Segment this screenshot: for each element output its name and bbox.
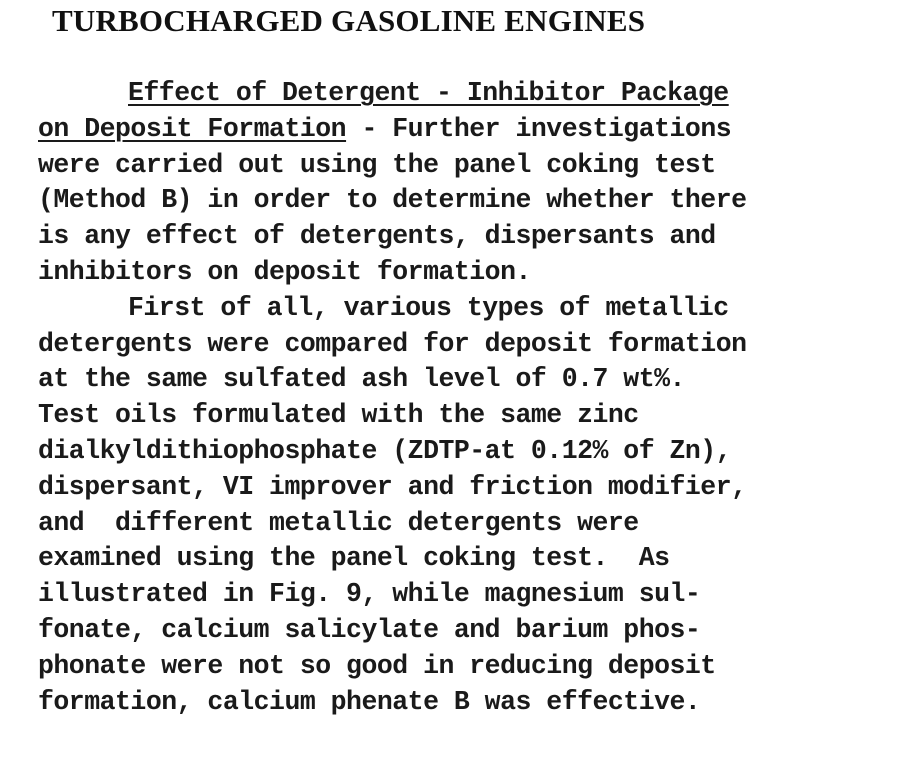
paragraph2-line-6: dispersant, VI improver and friction modifier, <box>38 471 747 502</box>
paragraph1-line-1 <box>38 76 878 112</box>
paragraph1-line-2 <box>38 112 878 148</box>
paragraph2-line-10: fonate, calcium salicylate and barium phos- <box>38 614 701 645</box>
paragraph2-line-2: detergents were compared for deposit formation <box>38 328 747 359</box>
section-heading: TURBOCHARGED GASOLINE ENGINES <box>52 3 646 38</box>
paragraph1-line-5: is any effect of detergents, dispersants and <box>38 221 716 252</box>
paragraph2-line-3: at the same sulfated ash level of 0.7 wt%. <box>38 364 685 395</box>
paragraph2-line-11: phonate were not so good in reducing deposit <box>38 650 716 681</box>
paragraph2-line-8: examined using the panel coking test. As <box>38 543 670 574</box>
paragraph2-line-9: illustrated in Fig. 9, while magnesium sul- <box>38 579 701 610</box>
paragraph1-line-3: were carried out using the panel coking test <box>38 149 716 180</box>
paragraph2-line-1: First of all, various types of metallic <box>128 292 729 323</box>
subsection-title-part-1: Effect of Detergent - Inhibitor Package <box>128 78 729 108</box>
body-text <box>38 76 878 720</box>
paragraph2-line-7: and different metallic detergents were <box>38 507 639 538</box>
subsection-title-part-2: on Deposit Formation <box>38 113 347 144</box>
paragraph1-line-2-rest: - Further investigations <box>346 113 732 144</box>
paragraph2-line-4: Test oils formulated with the same zinc <box>38 400 639 431</box>
paragraph2-line-5: dialkyldithiophosphate (ZDTP-at 0.12% of Zn), <box>38 435 732 466</box>
paragraph1-line-6: inhibitors on deposit formation. <box>38 256 531 287</box>
paragraph2-line-12: formation, calcium phenate B was effective. <box>38 686 701 717</box>
paragraph1-line-4: (Method B) in order to determine whether there <box>38 185 747 216</box>
